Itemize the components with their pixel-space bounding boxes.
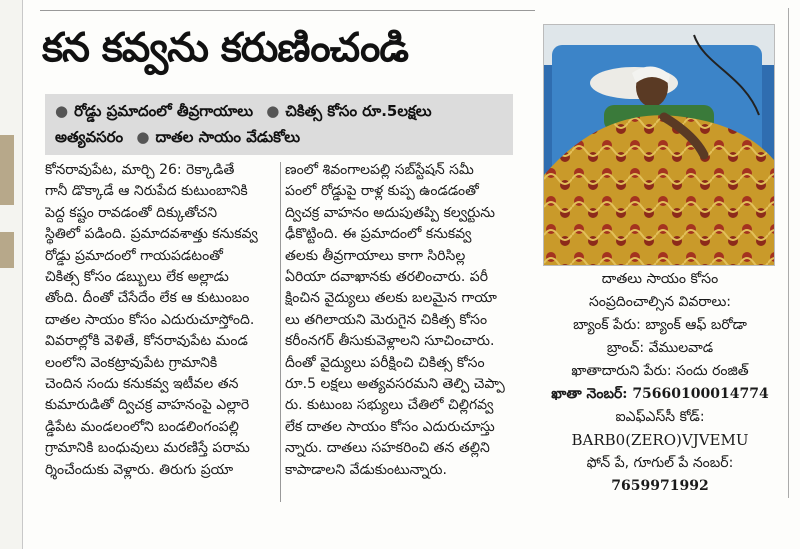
article-line: లేక దాతల సాయం కోసం ఎదురుచూస్తు <box>285 418 495 435</box>
adjacent-article-strip <box>0 0 23 549</box>
article-line: డ్డిపేట మండలంలోని బండలింగంపల్లి <box>45 418 239 435</box>
article-line: తోంది. దీంతో చేసేదేం లేక ఆ కుటుంబం <box>45 290 250 307</box>
bank-name: బ్యాంక్ పేరు: బ్యాంక్ ఆఫ్ బరోడా <box>573 317 747 333</box>
ifsc-label: ఐఎఫ్ఎస్‌సీ కోడ్: <box>615 409 705 425</box>
article-line: తలకు తీవ్రగాయాలు కాగా సిరిసిల్ల <box>285 247 466 264</box>
article-line: ఏరియా దవాఖానకు తరలించారు. పరీ <box>285 269 489 286</box>
article-line: లంలోని వెంకట్రావుపేట గ్రామానికి <box>45 354 218 371</box>
article-line: క్షించిన వైద్యులు తలకు బలమైన గాయా <box>285 290 497 307</box>
donation-heading-2: సంప్రదించాల్సిన వివరాలు: <box>588 294 732 310</box>
adjacent-photo-fragment <box>0 135 14 205</box>
article-line: న్నారు. దాతలు సహకరించి తన తల్లిని <box>285 440 490 457</box>
donation-details <box>540 268 780 498</box>
subhead-bullet-1: రోడ్డు ప్రమాదంలో తీవ్రగాయాలు <box>74 102 254 120</box>
article-line: కుమారుడితో ద్విచక్ర వాహనంపై ఎల్లారె <box>45 397 250 414</box>
subhead-box <box>45 94 513 155</box>
bullet-icon: ● <box>55 102 69 120</box>
article-line: ణంలో శివంగాలపల్లి సబ్‌స్టేషన్ సమీ <box>285 162 474 178</box>
article-line: రు. కుటుంబ సభ్యులు చేతిలో చిల్లిగవ్వ <box>285 397 494 414</box>
patient-photo-illustration <box>544 25 774 265</box>
article-line: దీంతో వైద్యులు పరీక్షించి చికిత్స కోసం <box>285 354 485 371</box>
article-line: కోనరావుపేట, మార్చి 26: రెక్కాడితే <box>45 162 235 178</box>
subhead-bullet-2: చికిత్స కోసం రూ.5లక్షలు అత్యవసరం <box>55 102 432 146</box>
adjacent-photo-fragment <box>0 232 14 268</box>
account-holder: ఖాతాదారుని పేరు: సందు రంజిత్ <box>571 363 749 379</box>
article-line: రూ.5 లక్షలు అత్యవసరమని తెల్పి చెప్పా <box>285 376 505 393</box>
article-line: చెందిన సందు కనుకవ్వ ఇటీవల తన <box>45 376 239 393</box>
article-line: ఢీకొట్టింది. ఈ ప్రమాదంలో కనుకవ్వ <box>285 226 472 243</box>
article-line: రోడ్డు ప్రమాదంలో గాయపడటంతో <box>45 247 223 264</box>
article-line: ర్శించేందుకు వెళ్లారు. తిరుగు ప్రయా <box>45 461 234 478</box>
phonepe-label: ఫోన్ పే, గూగుల్ పే నంబర్: <box>586 455 734 471</box>
column-divider <box>280 162 281 502</box>
article-line: వివరాల్లోకి వెళితే, కోనరావుపేట మండ <box>45 333 248 350</box>
patient-photo <box>543 24 775 266</box>
bullet-icon: ● <box>266 102 280 120</box>
article-line: స్థితిలో పడింది. ప్రమాదవశాత్తు కనుకవ్వ <box>45 226 258 243</box>
right-rule <box>788 8 789 498</box>
article-line: లు తగిలాయని మెరుగైన చికిత్స కోసం <box>285 311 488 328</box>
ifsc-code: BARB0(ZERO)VJVEMU <box>571 431 749 449</box>
article-line: దాతల సాయం కోసం ఎదురుచూస్తోంది. <box>45 311 255 328</box>
phone-number: 7659971992 <box>611 478 709 494</box>
account-number: ఖాతా నెంబర్: 75660100014774 <box>551 386 769 402</box>
article-line: గానీ డొక్కాడే ఆ నిరుపేద కుటుంబానికి <box>45 183 248 200</box>
article-line: గ్రామానికి బంధువులు మరణిస్తే పరామ <box>45 440 250 457</box>
bullet-icon: ● <box>136 128 150 146</box>
article-line: కరీంనగర్ తీసుకువెళ్లాలని సూచించారు. <box>285 333 495 350</box>
subhead-bullet-3: దాతల సాయం వేడుకోలు <box>155 128 301 146</box>
donation-heading-1: దాతలు సాయం కోసం <box>601 271 719 287</box>
article-line: పెద్ద కష్టం రావడంతో దిక్కుతోచని <box>45 204 218 221</box>
article-column-2 <box>285 160 533 481</box>
article-line: పంలో రోడ్డుపై రాళ్ల కుప్ప ఉండడంతో <box>285 183 479 200</box>
article-column-1 <box>45 160 277 481</box>
branch-name: బ్రాంచ్: వేములవాడ <box>606 340 714 356</box>
article-line: ద్విచక్ర వాహనం అదుపుతప్పి కల్వర్టును <box>285 204 495 221</box>
headline: కన కవ్వను కరుణించండి <box>42 25 408 71</box>
article-line: కాపాడాలని వేడుకుంటున్నారు. <box>285 461 447 478</box>
top-rule <box>40 10 535 11</box>
article-line: చికిత్స కోసం డబ్బులు లేక అల్లాడు <box>45 269 229 286</box>
